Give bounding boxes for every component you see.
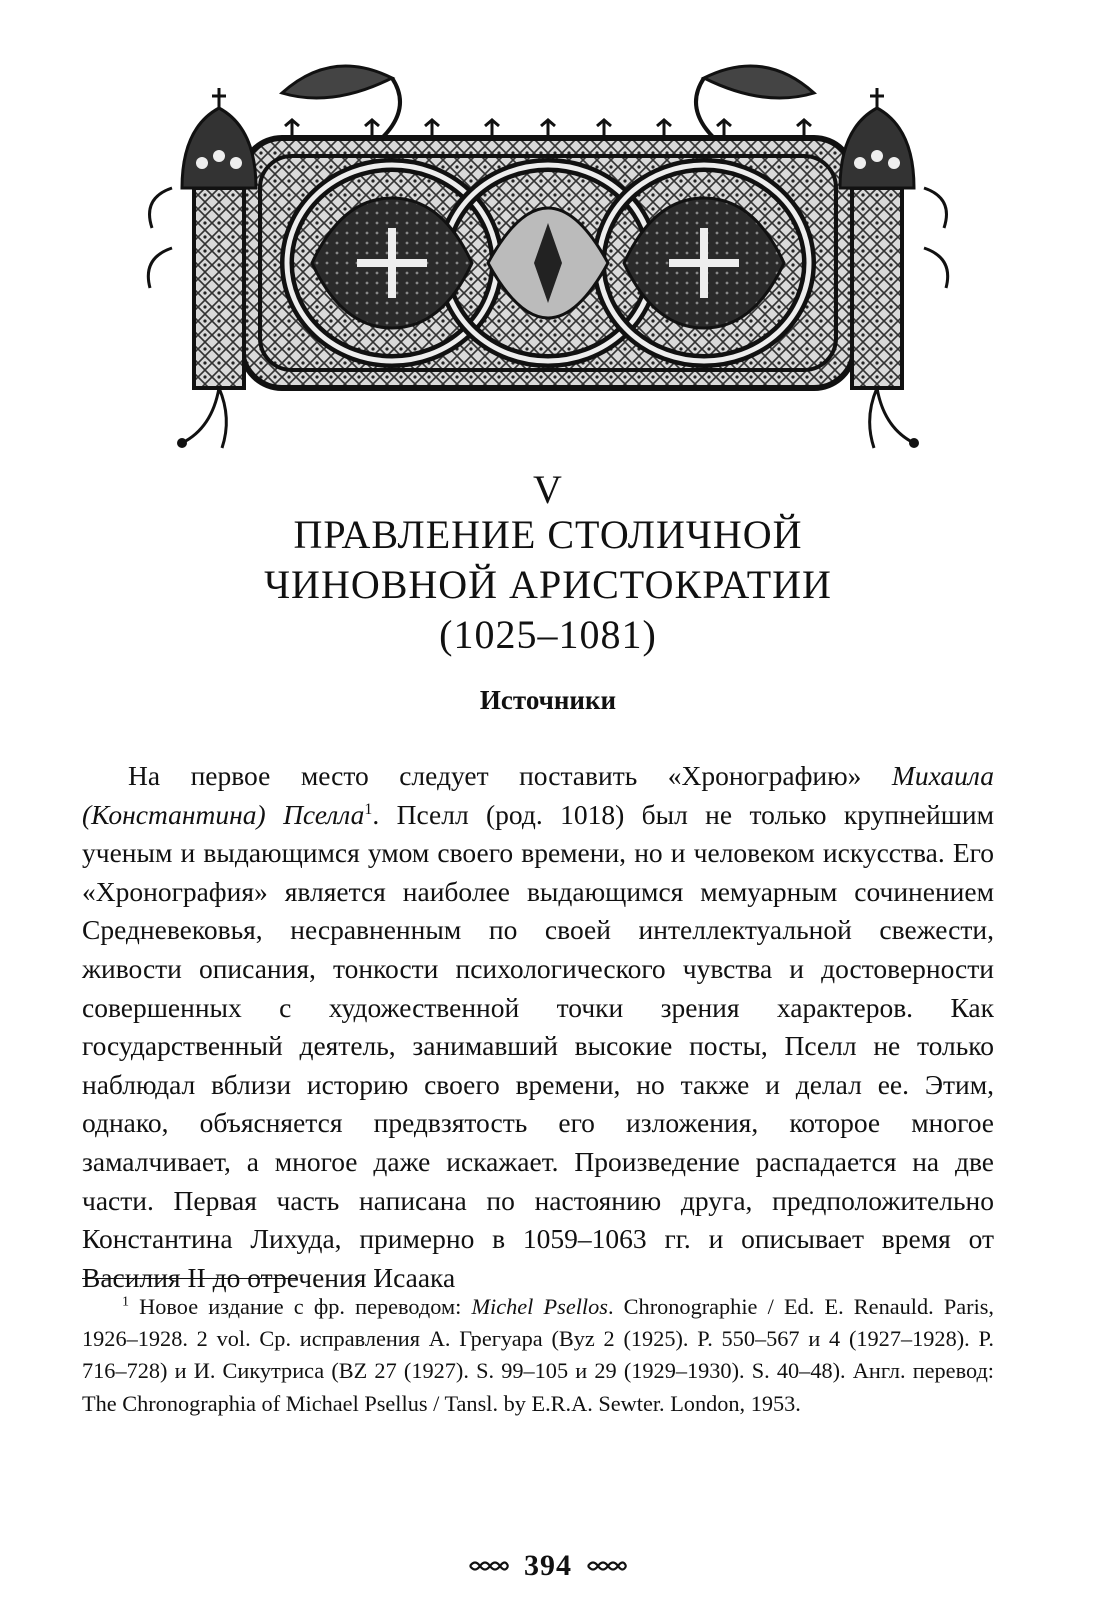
chapter-title-line: ЧИНОВНОЙ АРИСТОКРАТИИ <box>264 562 832 607</box>
paragraph-text: . Пселл (род. 1018) был не только крупнейшим ученым и выдающимся умом своего времени, но и человеком искусства. Его «Хронография» является наиболее выдающимся мемуарным сочинением Средневековья, несравненным по своей интеллектуальной свежести, живости описания, тонкости психологического чувства и достоверности совершенных с художественной точки зрения характеров. Как государственный деятель, занимавший высокие посты, Пселл не только наблюдал вблизи историю своего времени, но также и делал ее. Этим, однако, объясняется предвзятость его изложения, которое многое замалчивает, а многое даже искажает. Произведение распадается на две части. Первая часть написана по настоянию друга, предположительно Константина Лихуда, примерно в 1059–1063 гг. и описывает время от Василия II до отречения Исаака <box>82 798 994 1293</box>
footnote-text: Новое издание с фр. переводом: <box>129 1294 472 1319</box>
author-name-italic: Михаила (Константина) Пселла <box>82 760 994 830</box>
chapter-title <box>0 510 1096 660</box>
chapter-number: V <box>533 467 563 512</box>
braid-ornament-icon <box>586 1558 628 1574</box>
footnote-reference: 1 <box>364 800 373 818</box>
section-heading: Источники <box>479 685 617 715</box>
page-footer <box>0 1546 1096 1586</box>
page-number: 394 <box>524 1549 572 1582</box>
footnote <box>82 1291 994 1420</box>
footnote-divider <box>82 1278 296 1279</box>
body-paragraph <box>82 757 994 1297</box>
footnote-author-italic: Michel Psellos <box>471 1294 608 1319</box>
chapter-title-dates: (1025–1081) <box>439 612 657 657</box>
footnote-text: . Chronographie / Ed. E. Renauld. Paris, 1926–1928. 2 vol. Ср. исправления А. Грегуара (Byz 2 (1925). P. 550–567 и 4 (1927–1928). P. 716–728) и И. Сикутриса (BZ 27 (1927). S. 99–105 и 29 (1929–1930). S. 40–48). Англ. перевод: The Chronographia of Michael Psellus / Tansl. by E.R.A. Sewter. London, 1953. <box>82 1294 995 1416</box>
braid-ornament-icon <box>468 1558 510 1574</box>
chapter-title-line: ПРАВЛЕНИЕ СТОЛИЧНОЙ <box>293 512 803 557</box>
footnote-mark: 1 <box>122 1294 129 1310</box>
paragraph-text: На первое место следует поставить «Хронографию» <box>128 760 892 791</box>
headpiece-ornament-icon <box>142 48 954 458</box>
